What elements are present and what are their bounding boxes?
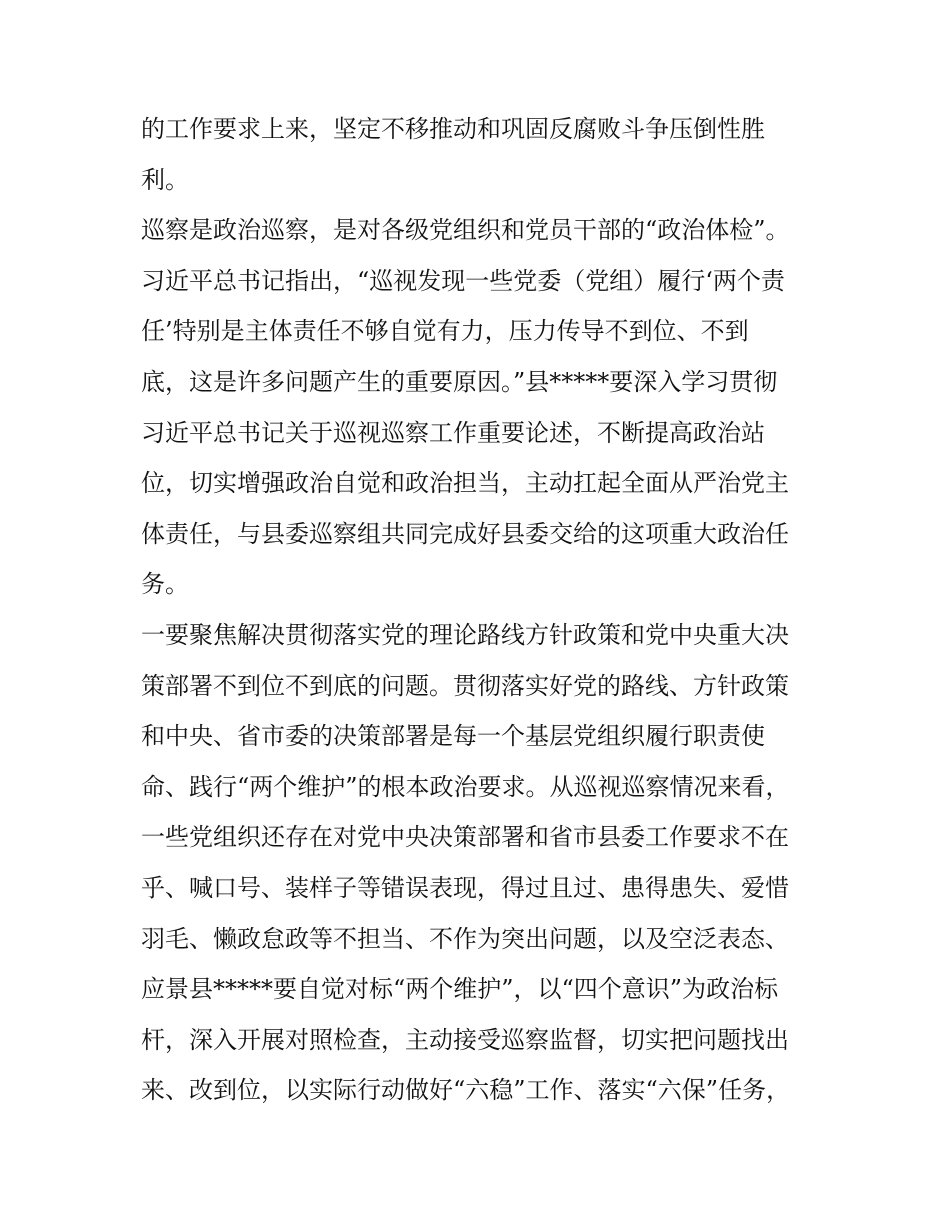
text-line: 务。: [141, 570, 189, 599]
text-line: 一要聚焦解决贯彻落实党的理论路线方针政策和党中央重大决: [141, 620, 789, 649]
text-line: 乎、喊口号、装样子等错误表现，得过且过、患得患失、爱惜: [141, 873, 789, 902]
text-line: 应景县*****要自觉对标“两个维护”，以“四个意识”为政治标: [141, 975, 779, 1004]
text-line: 体责任，与县委巡察组共同完成好县委交给的这项重大政治任: [141, 519, 789, 548]
text-line: 杆，深入开展对照检查，主动接受巡察监督，切实把问题找出: [141, 1025, 789, 1054]
text-line: 底，这是许多问题产生的重要原因。”县*****要深入学习贯彻: [141, 367, 778, 396]
text-line: 习近平总书记关于巡视巡察工作重要论述，不断提高政治站: [141, 418, 765, 447]
text-line: 任’特别是主体责任不够自觉有力，压力传导不到位、不到: [141, 317, 749, 346]
text-line: 位，切实增强政治自觉和政治担当，主动扛起全面从严治党主: [141, 469, 789, 498]
text-line: 策部署不到位不到底的问题。贯彻落实好党的路线、方针政策: [141, 671, 789, 700]
text-line: 一些党组织还存在对党中央决策部署和省市县委工作要求不在: [141, 823, 789, 852]
text-line: 利。: [141, 165, 189, 194]
text-line: 的工作要求上来，坚定不移推动和巩固反腐败斗争压倒性胜: [141, 115, 765, 143]
text-line: 羽毛、懒政怠政等不担当、不作为突出问题，以及空泛表态、: [141, 924, 789, 953]
text-line: 来、改到位，以实际行动做好“六稳”工作、落实“六保”任务，: [141, 1076, 791, 1105]
text-line: 巡察是政治巡察，是对各级党组织和党员干部的“政治体检”。: [141, 216, 790, 245]
text-line: 和中央、省市委的决策部署是每一个基层党组织履行职责使: [141, 722, 765, 751]
text-line: 习近平总书记指出，“巡视发现一些党委（党组）履行‘两个责: [141, 266, 785, 295]
document-body: [141, 104, 821, 1116]
text-line: 命、践行“两个维护”的根本政治要求。从巡视巡察情况来看，: [141, 772, 790, 801]
